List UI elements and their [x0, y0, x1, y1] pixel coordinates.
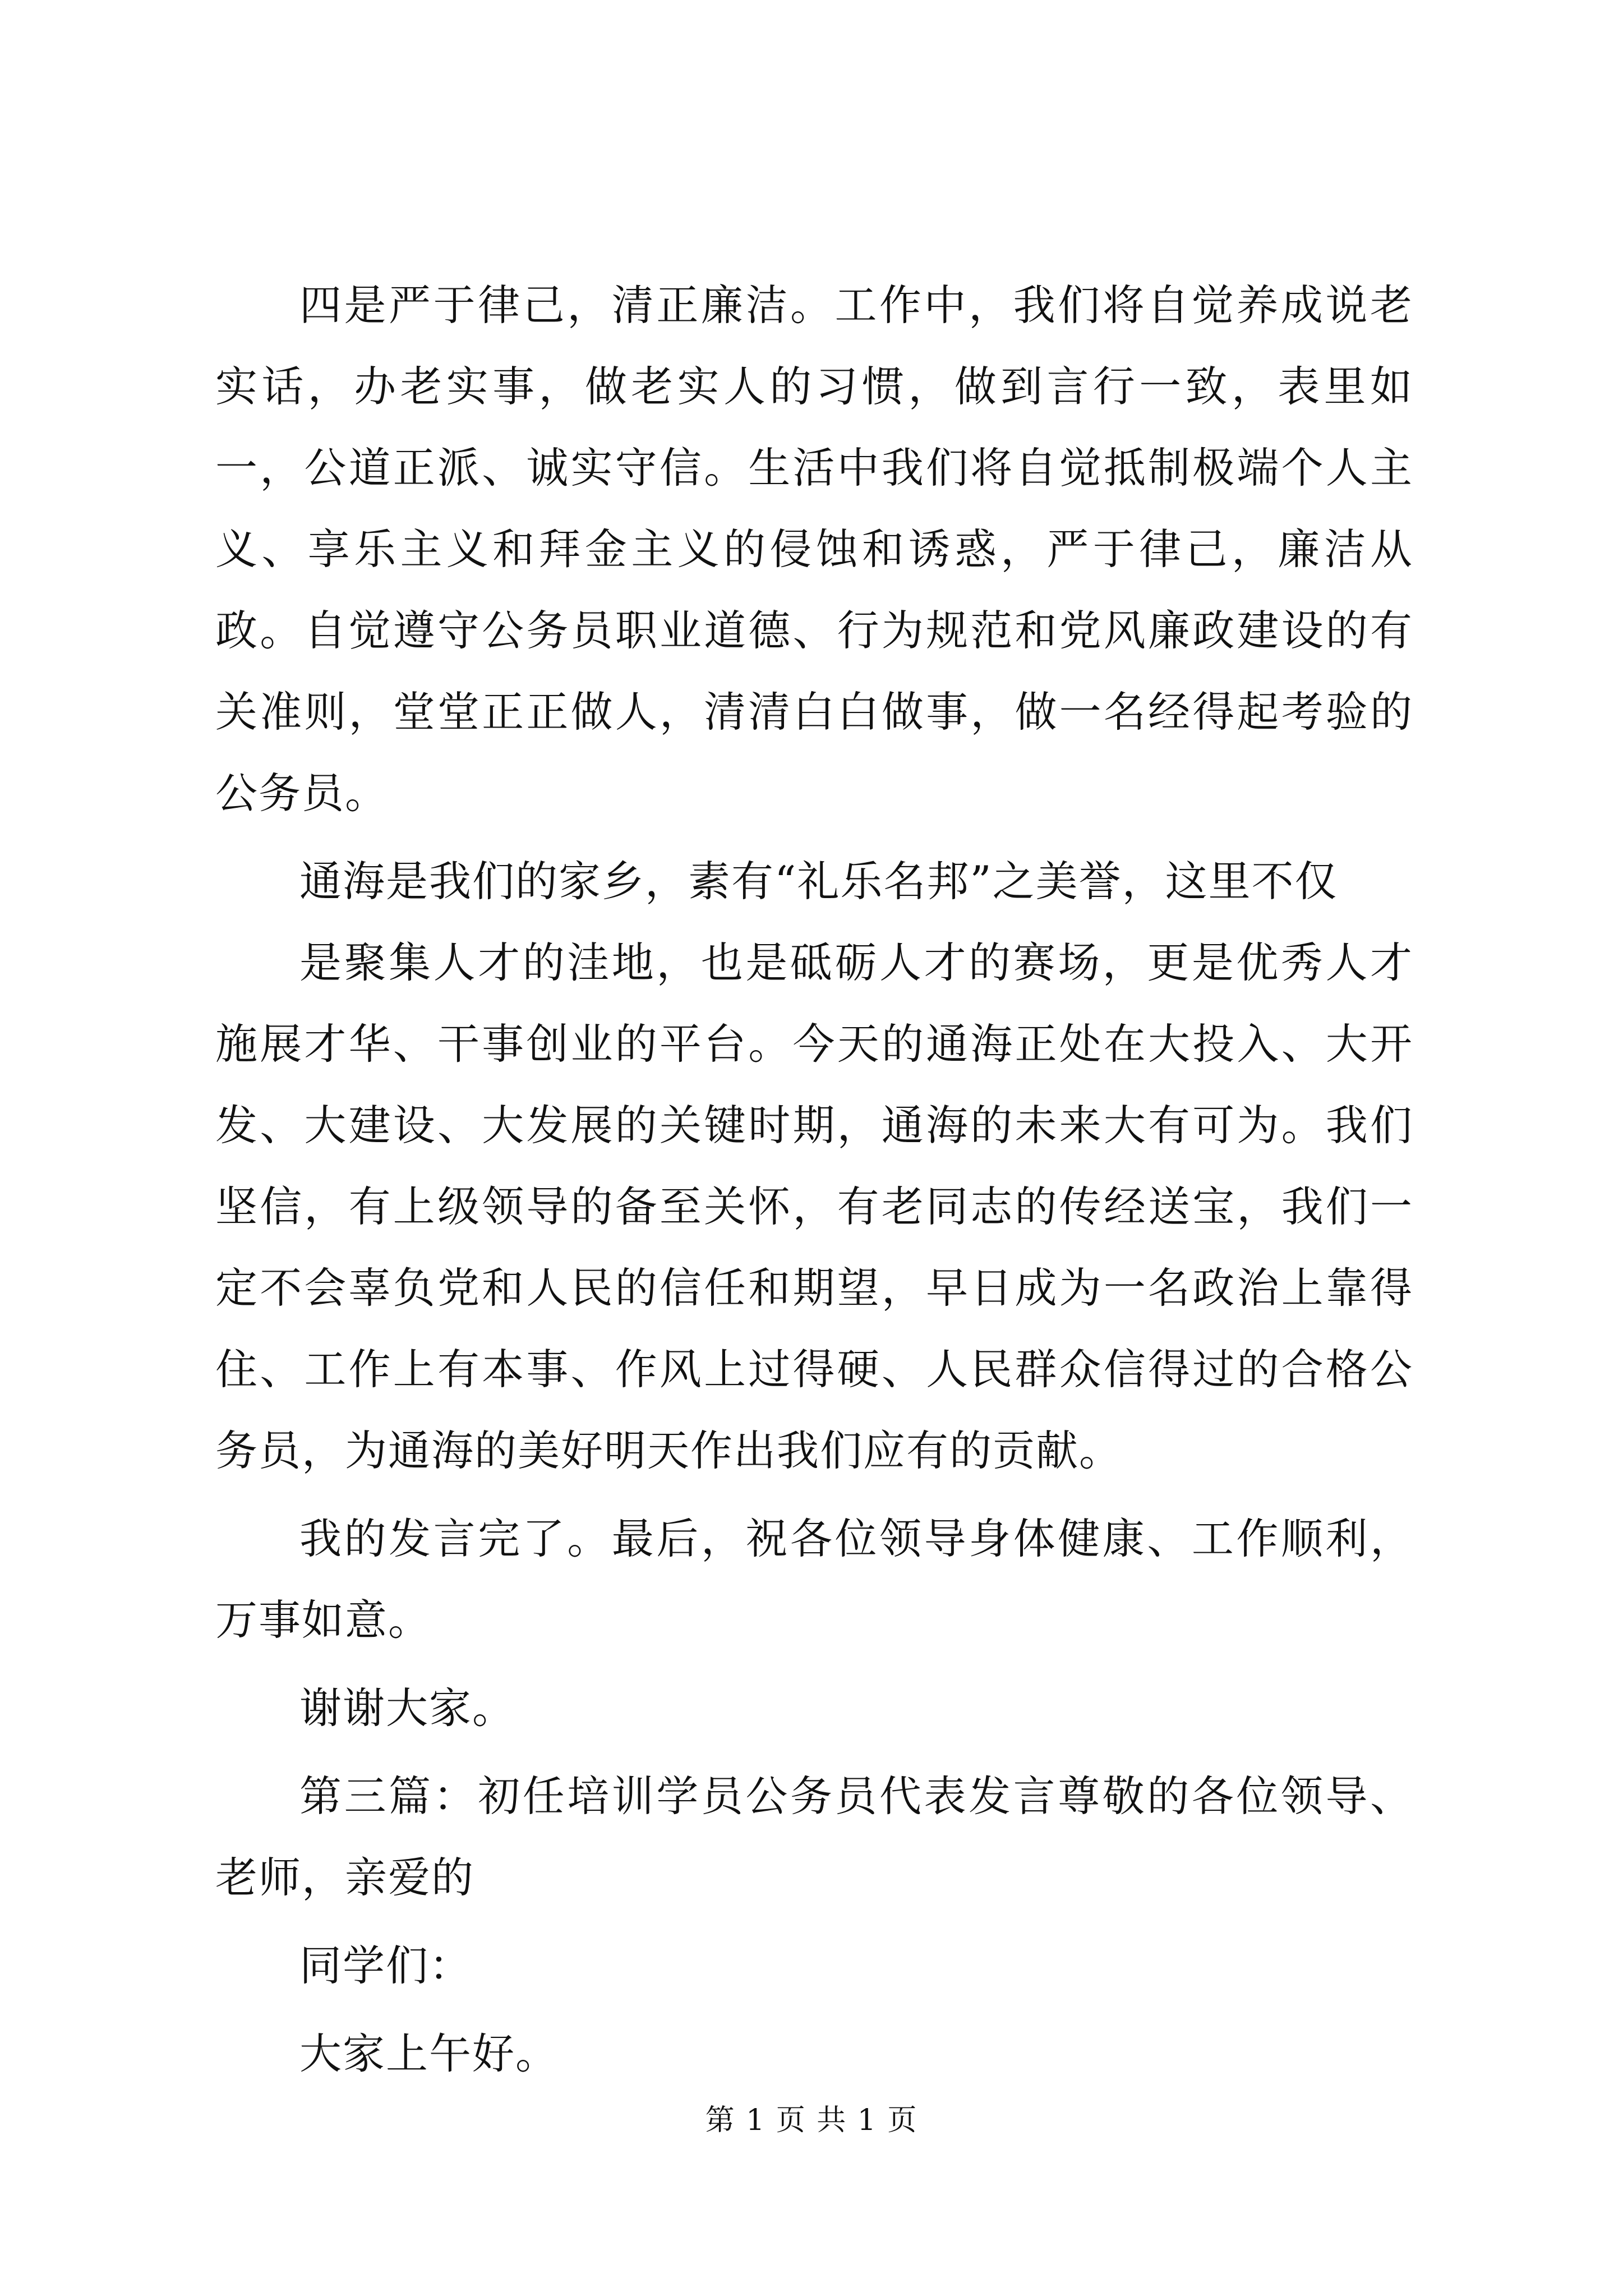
page-number-footer: 第 1 页 共 1 页 [705, 2104, 918, 2137]
paragraph-tonghai-future: 是聚集人才的洼地，也是砥砺人才的赛场，更是优秀人才施展才华、干事创业的平台。今天的通海正处在大投入、大开发、大建设、大发展的关键时期，通海的未来大有可为。我们坚信，有上级领导的备至关怀，有老同志的传经送宝，我们一定不会辜负党和人民的信任和期望，早日成为一名政治上靠得住、工作上有本事、作风上过得硬、人民群众信得过的合格公务员，为通海的美好明天作出我们应有的贡献。 [215, 938, 1413, 1475]
paragraph-thanks: 谢谢大家。 [299, 1683, 516, 1733]
paragraph-tonghai-hometown: 通海是我们的家乡，素有“礼乐名邦”之美誉，这里不仅 [299, 857, 1338, 906]
paragraph-greeting: 大家上午好。 [299, 2029, 559, 2078]
paragraph-third-speech-heading: 第三篇：初任培训学员公务员代表发言尊敬的各位领导、老师，亲爱的 [215, 1772, 1413, 1902]
paragraph-closing-wishes: 我的发言完了。最后，祝各位领导身体健康、工作顺利，万事如意。 [215, 1514, 1413, 1645]
paragraph-salutation: 同学们： [299, 1941, 473, 1990]
paragraph-self-discipline: 四是严于律己，清正廉洁。工作中，我们将自觉养成说老实话，办老实事，做老实人的习惯，做到言行一致，表里如一，公道正派、诚实守信。生活中我们将自觉抵制极端个人主义、享乐主义和拜金主义的侵蚀和诱惑，严于律己，廉洁从政。自觉遵守公务员职业道德、行为规范和党风廉政建设的有关准则，堂堂正正做人，清清白白做事，做一名经得起考验的公务员。 [215, 280, 1413, 818]
document-body [215, 265, 1413, 2095]
